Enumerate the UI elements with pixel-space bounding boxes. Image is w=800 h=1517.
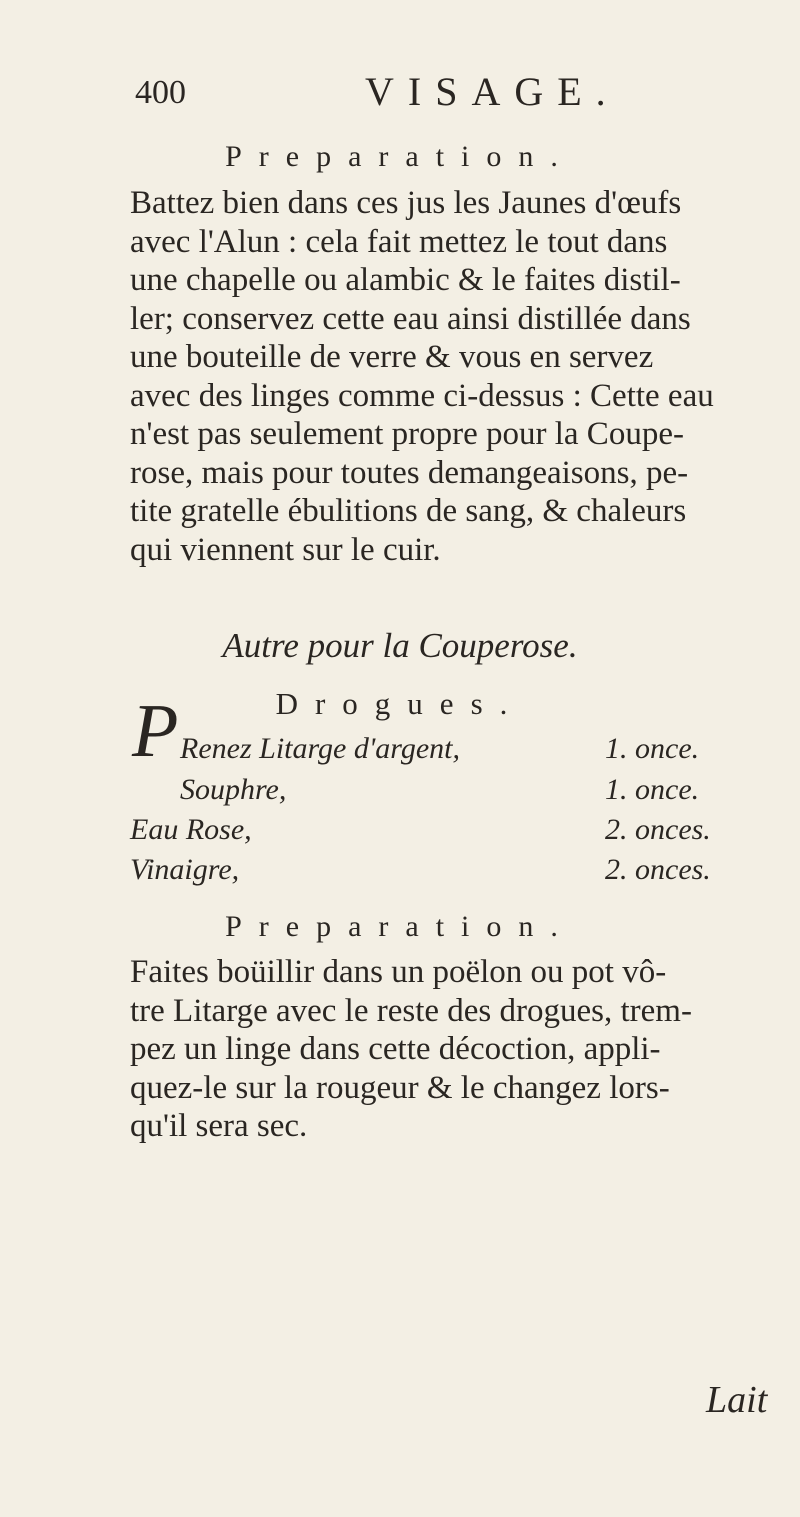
drug-row: [130, 813, 710, 853]
drug-name: Vinaigre,: [130, 853, 240, 886]
text-line: qui viennent sur le cuir.: [130, 531, 441, 568]
text-line: ler; conservez cette eau ainsi distillée dans: [130, 300, 691, 337]
drug-quantity: 1. once.: [605, 773, 700, 806]
text-line: une chapelle ou alambic & le faites distil-: [130, 262, 681, 298]
drug-name: Souphre,: [180, 773, 287, 806]
drug-row: [130, 853, 710, 893]
text-line: n'est pas seulement propre pour la Coupe-: [130, 416, 684, 452]
drop-cap: P: [132, 689, 179, 773]
page-number: 400: [135, 74, 186, 111]
preparation-text-2: [130, 953, 800, 1146]
text-line: avec l'Alun : cela fait mettez le tout dans: [130, 223, 668, 260]
text-line: pez un linge dans cette décoction, appli-: [130, 1031, 661, 1067]
drogues-heading: Drogues.: [275, 686, 525, 721]
running-title: VISAGE.: [365, 69, 620, 114]
drug-name: Eau Rose,: [130, 813, 252, 846]
text-line: une bouteille de verre & vous en servez: [130, 339, 654, 375]
text-line: qu'il sera sec.: [130, 1108, 308, 1144]
text-line: tre Litarge avec le reste des drogues, trem-: [130, 992, 692, 1029]
text-line: tite gratelle ébulitions de sang, & chaleurs: [130, 493, 687, 529]
drug-quantity: 2. onces.: [605, 813, 711, 846]
text-line: quez-le sur la rougeur & le changez lors-: [130, 1069, 670, 1106]
page-header: [135, 68, 695, 118]
catchword: Lait: [706, 1379, 768, 1421]
drug-row: [180, 732, 710, 772]
drug-row: [180, 773, 710, 813]
text-line: avec des linges comme ci-dessus : Cette eau: [130, 377, 714, 414]
preparation-heading-1: Preparation.: [225, 140, 575, 173]
preparation-heading-2: Preparation.: [225, 910, 575, 943]
recipe-subtitle: Autre pour la Couperose.: [222, 626, 578, 665]
drug-quantity: 2. onces.: [605, 853, 711, 886]
drug-quantity: 1. once.: [605, 732, 700, 765]
drug-name: Renez Litarge d'argent,: [180, 732, 460, 765]
text-line: Battez bien dans ces jus les Jaunes d'œufs: [130, 185, 682, 221]
text-line: rose, mais pour toutes demangeaisons, pe-: [130, 454, 689, 491]
preparation-text-1: [130, 184, 800, 569]
text-line: Faites boüillir dans un poëlon ou pot vô-: [130, 954, 667, 990]
